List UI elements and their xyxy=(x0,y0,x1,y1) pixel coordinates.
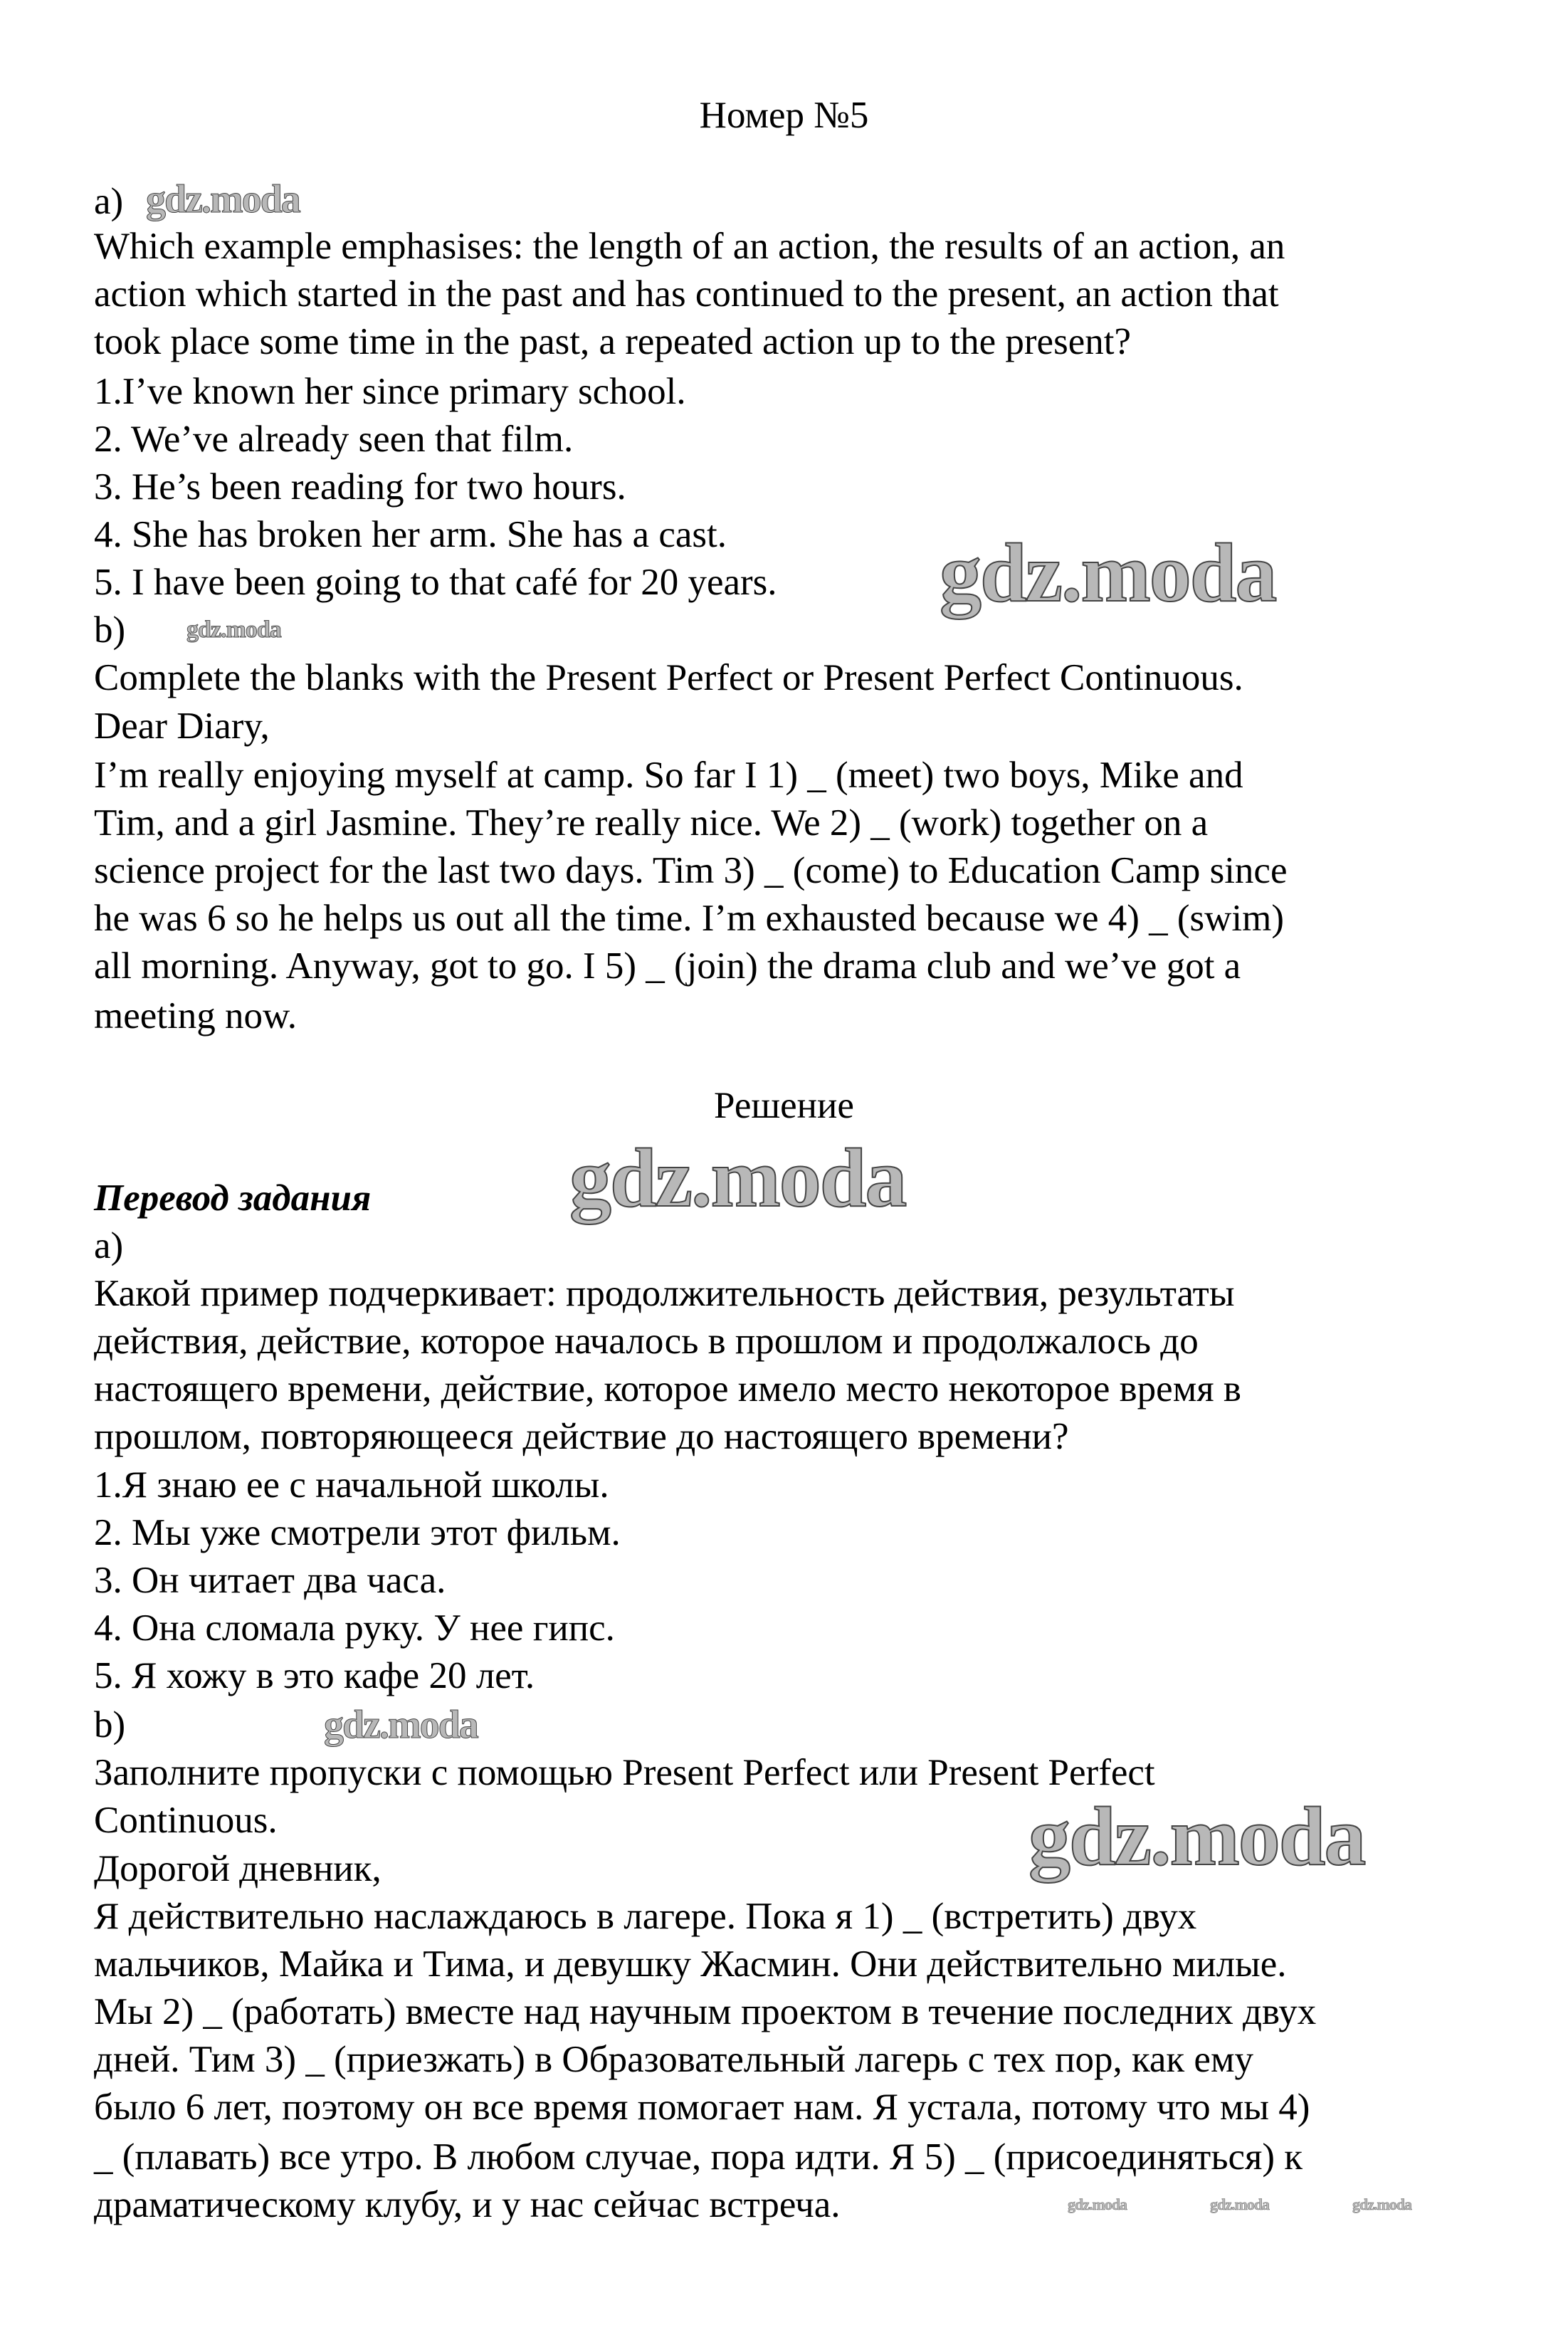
watermark-logo: gdz.moda xyxy=(146,177,300,221)
solution-line: было 6 лет, поэтому он все время помогает нам. Я устала, потому что мы 4) xyxy=(94,2087,1310,2128)
task-line: Dear Diary, xyxy=(94,705,270,747)
task-line: meeting now. xyxy=(94,995,298,1037)
solution-example: 3. Он читает два часа. xyxy=(94,1560,446,1601)
task-line: I’m really enjoying myself at camp. So far I 1) _ (meet) two boys, Mike and xyxy=(94,755,1243,796)
solution-line: действия, действие, которое началось в прошлом и продолжалось до xyxy=(94,1321,1199,1362)
solution-line: дней. Тим 3) _ (приезжать) в Образовательный лагерь с тех пор, как ему xyxy=(94,2039,1253,2080)
task-example: 2. We’ve already seen that film. xyxy=(94,419,574,460)
solution-line: Continuous. xyxy=(94,1800,278,1841)
translation-heading: Перевод задания xyxy=(94,1177,372,1219)
task-example: 1.I’ve known her since primary school. xyxy=(94,371,686,412)
watermark-logo: gdz.moda xyxy=(1068,2195,1127,2213)
watermark-logo: gdz.moda xyxy=(569,1131,906,1224)
task-part-a-label: a) xyxy=(94,181,124,222)
solution-part-a-label: a) xyxy=(94,1225,124,1266)
solution-line: Мы 2) _ (работать) вместе над научным проектом в течение последних двух xyxy=(94,1991,1317,2032)
task-line: action which started in the past and has continued to the present, an action that xyxy=(94,273,1279,315)
solution-line: _ (плавать) все утро. В любом случае, пора идти. Я 5) _ (присоединяться) к xyxy=(94,2136,1303,2178)
task-example: 4. She has broken her arm. She has a cast. xyxy=(94,514,727,555)
task-line: all morning. Anyway, got to go. I 5) _ (join) the drama club and we’ve got a xyxy=(94,945,1241,987)
task-line: science project for the last two days. Tim 3) _ (come) to Education Camp since xyxy=(94,850,1288,891)
solution-example: 5. Я хожу в это кафе 20 лет. xyxy=(94,1655,535,1696)
solution-part-b-label: b) xyxy=(94,1704,126,1746)
solution-example: 4. Она сломала руку. У нее гипс. xyxy=(94,1607,615,1649)
solution-line: Я действительно наслаждаюсь в лагере. Пока я 1) _ (встретить) двух xyxy=(94,1896,1197,1937)
task-example: 3. He’s been reading for two hours. xyxy=(94,466,626,508)
watermark-logo: gdz.moda xyxy=(1028,1790,1365,1883)
watermark-logo: gdz.moda xyxy=(324,1703,478,1747)
page-title: Номер №5 xyxy=(699,95,869,136)
solution-line: Дорогой дневник, xyxy=(94,1848,382,1889)
task-line: Complete the blanks with the Present Perfect or Present Perfect Continuous. xyxy=(94,657,1243,698)
solution-line: настоящего времени, действие, которое имело место некоторое время в xyxy=(94,1368,1241,1410)
task-line: Tim, and a girl Jasmine. They’re really nice. We 2) _ (work) together on a xyxy=(94,802,1209,844)
task-example: 5. I have been going to that café for 20 years. xyxy=(94,562,777,603)
task-line: Which example emphasises: the length of an action, the results of an action, an xyxy=(94,226,1285,267)
task-line: he was 6 so he helps us out all the time. I’m exhausted because we 4) _ (swim) xyxy=(94,898,1285,939)
solution-line: Какой пример подчеркивает: продолжительность действия, результаты xyxy=(94,1273,1235,1314)
solution-line: драматическому клубу, и у нас сейчас встреча. xyxy=(94,2184,841,2225)
solution-line: Заполните пропуски с помощью Present Perfect или Present Perfect xyxy=(94,1752,1155,1793)
solution-example: 1.Я знаю ее с начальной школы. xyxy=(94,1464,609,1506)
watermark-logo: gdz.moda xyxy=(186,616,281,643)
solution-example: 2. Мы уже смотрели этот фильм. xyxy=(94,1512,621,1553)
solution-line: мальчиков, Майка и Тима, и девушку Жасмин. Они действительно милые. xyxy=(94,1943,1287,1985)
solution-line: прошлом, повторяющееся действие до настоящего времени? xyxy=(94,1416,1069,1457)
task-part-b-label: b) xyxy=(94,609,126,651)
watermark-logo: gdz.moda xyxy=(1352,2195,1412,2213)
solution-heading: Решение xyxy=(714,1085,854,1126)
task-line: took place some time in the past, a repeated action up to the present? xyxy=(94,321,1131,362)
watermark-logo: gdz.moda xyxy=(940,526,1276,619)
watermark-logo: gdz.moda xyxy=(1210,2195,1270,2213)
